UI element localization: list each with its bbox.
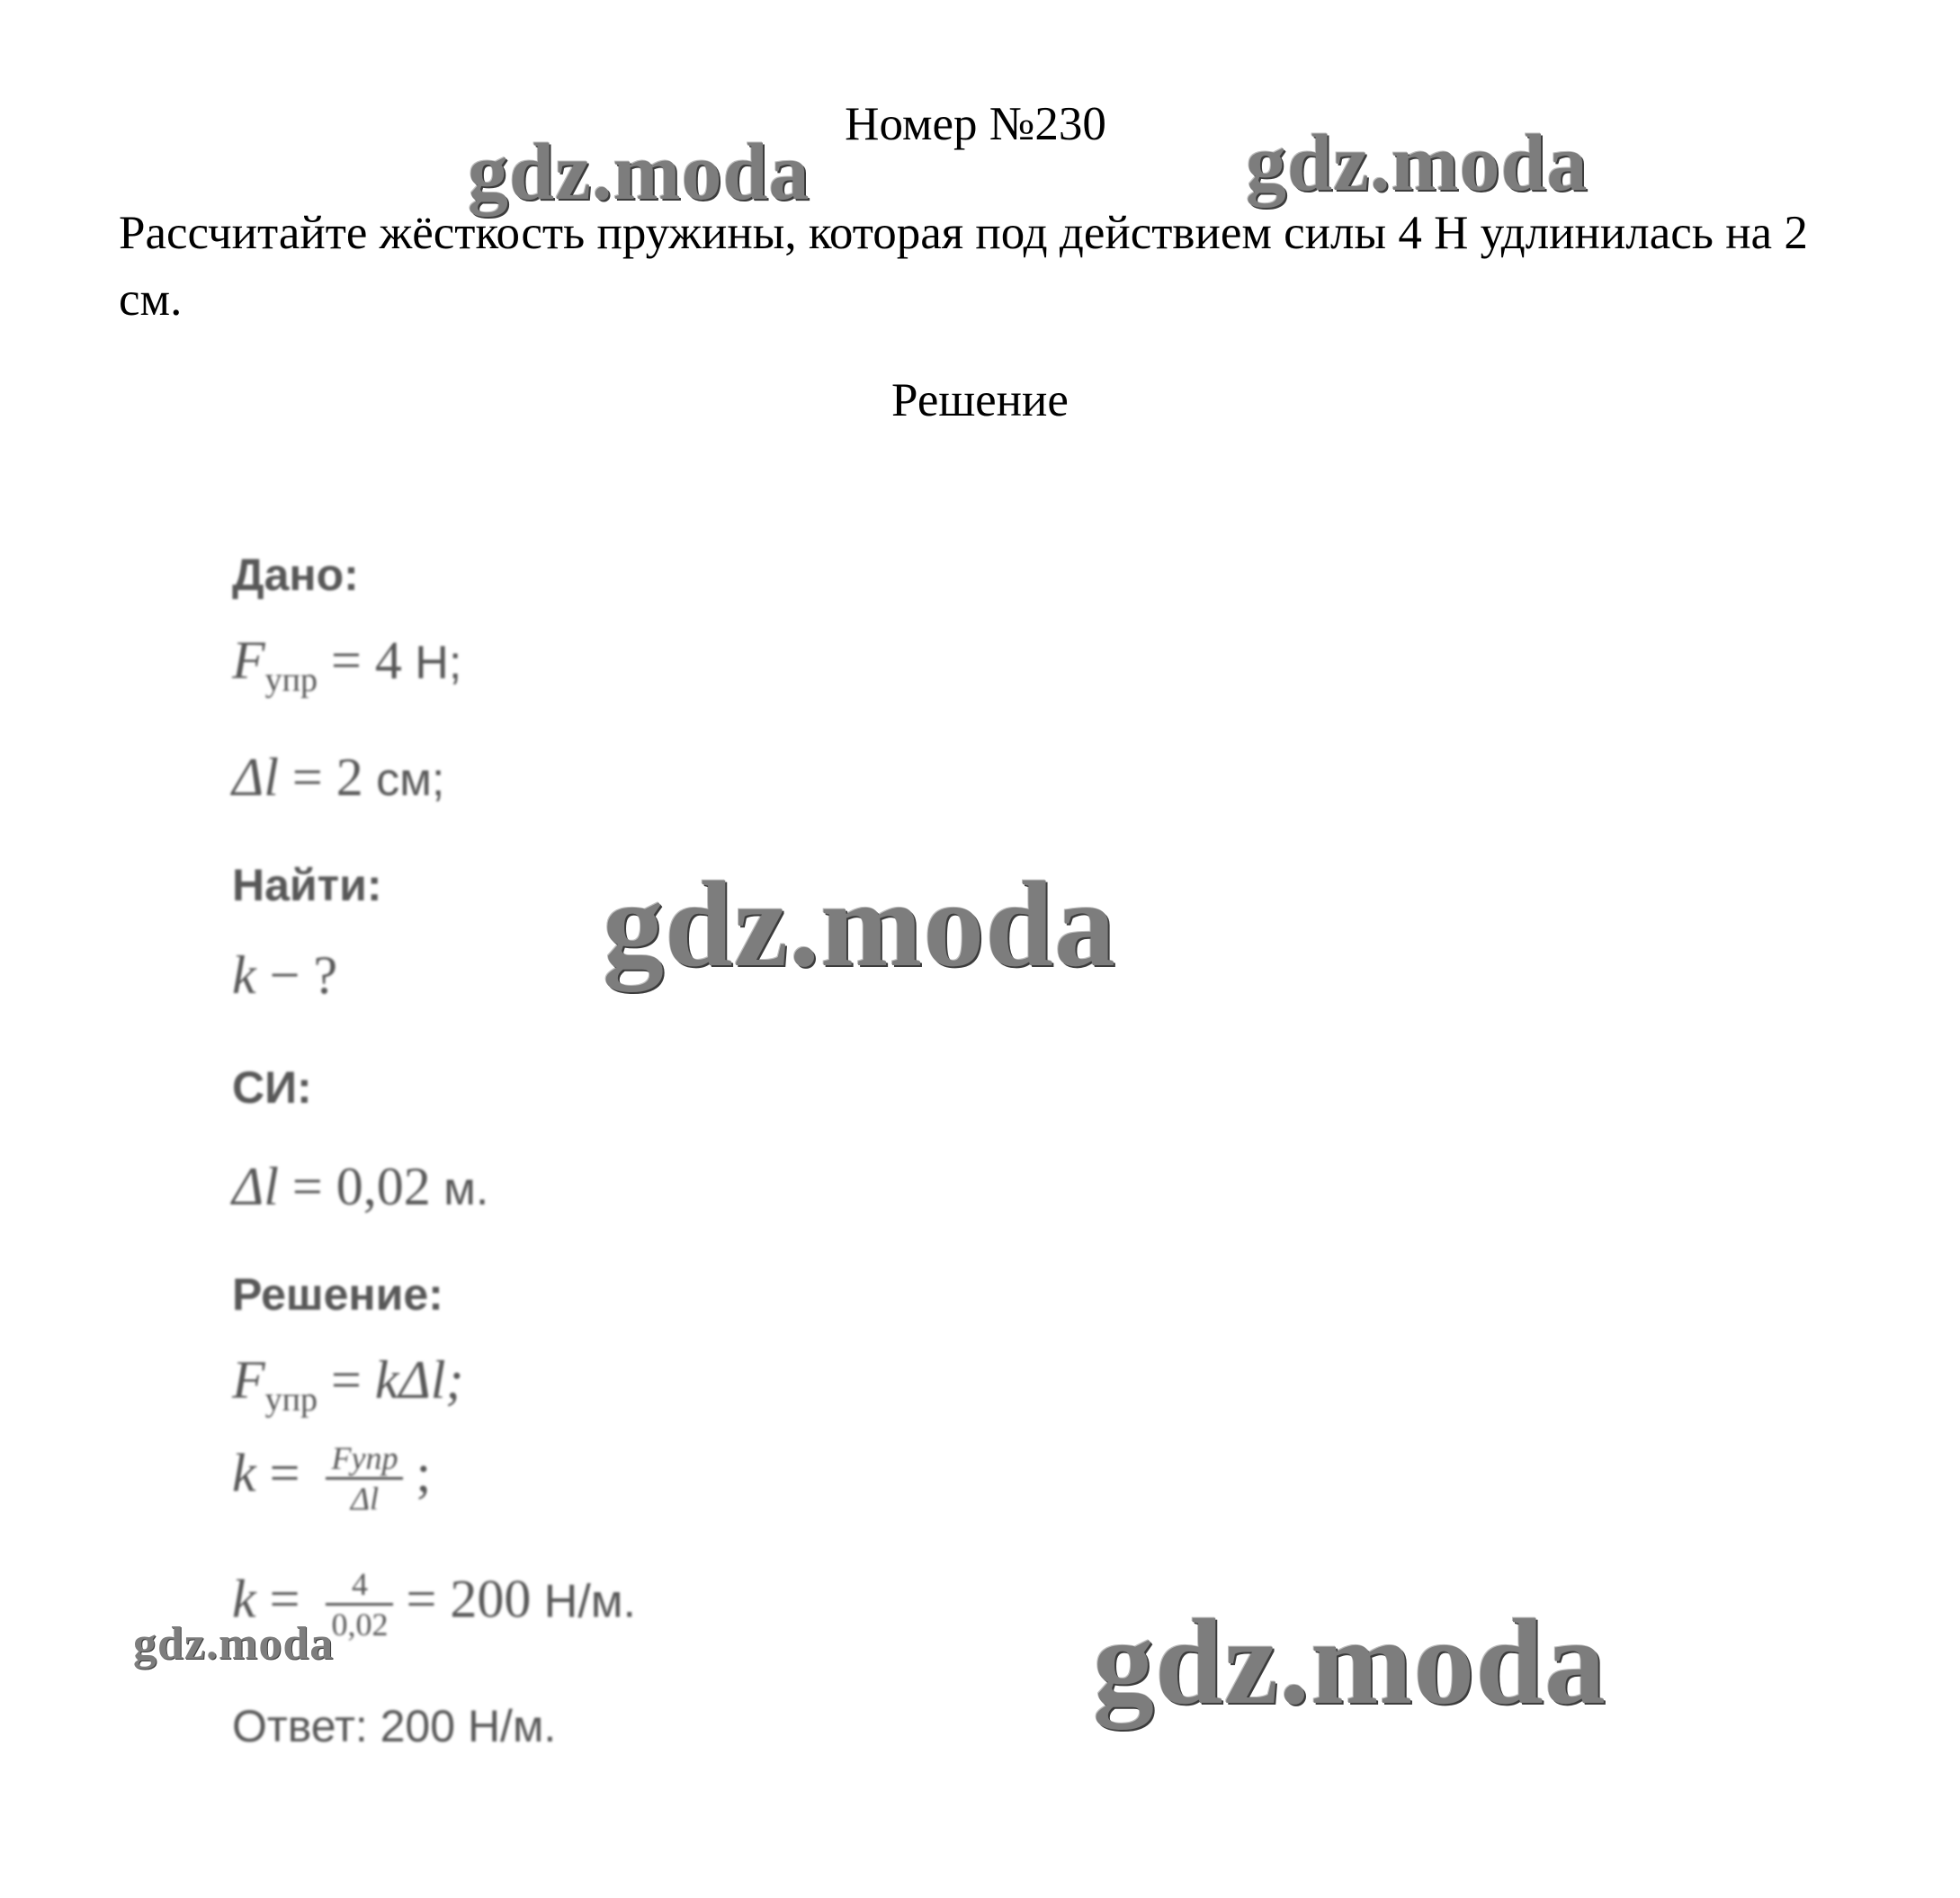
si-elongation: Δl = 0,02 м. bbox=[232, 1157, 489, 1216]
fraction-f-over-dl: $\frac{\text{Fупр}}{\Delta l}$ bbox=[326, 1439, 403, 1518]
find-label: Найти: bbox=[232, 860, 382, 910]
si-label: СИ: bbox=[232, 1062, 312, 1113]
watermark-middle: gdz.moda bbox=[603, 857, 1116, 992]
page-title: Номер №230 bbox=[845, 98, 1106, 150]
watermark-top-right: gdz.moda bbox=[1246, 119, 1589, 208]
given-force: $F_{упр} = 4$ Н; bbox=[232, 631, 462, 699]
given-label: Дано: bbox=[232, 550, 359, 600]
equation-3: k = $\frac{4}{0,02}$ = 200 Н/м. bbox=[232, 1566, 636, 1643]
solution-heading: Решение bbox=[891, 374, 1069, 426]
answer-line: Ответ: 200 Н/м. bbox=[232, 1701, 557, 1751]
watermark-bottom-left-small: gdz.moda bbox=[133, 1618, 335, 1670]
equation-2: k = $\frac{\text{Fупр}}{\Delta l}$ ; bbox=[232, 1440, 432, 1517]
watermark-top-left: gdz.moda bbox=[468, 128, 810, 217]
task-text: Рассчитайте жёсткость пружины, которая под действием силы 4 Н удлинилась на 2 см. bbox=[119, 207, 1808, 326]
solution-label: Решение: bbox=[232, 1269, 443, 1320]
given-elongation: Δl = 2 см; bbox=[232, 748, 445, 807]
fraction-4-over-002: $\frac{4}{0,02}$ bbox=[326, 1565, 393, 1643]
equation-1: $F_{упр} = k\Delta l$; bbox=[232, 1350, 464, 1419]
find-k: k − ? bbox=[232, 945, 338, 1005]
watermark-bottom-right: gdz.moda bbox=[1093, 1595, 1606, 1730]
